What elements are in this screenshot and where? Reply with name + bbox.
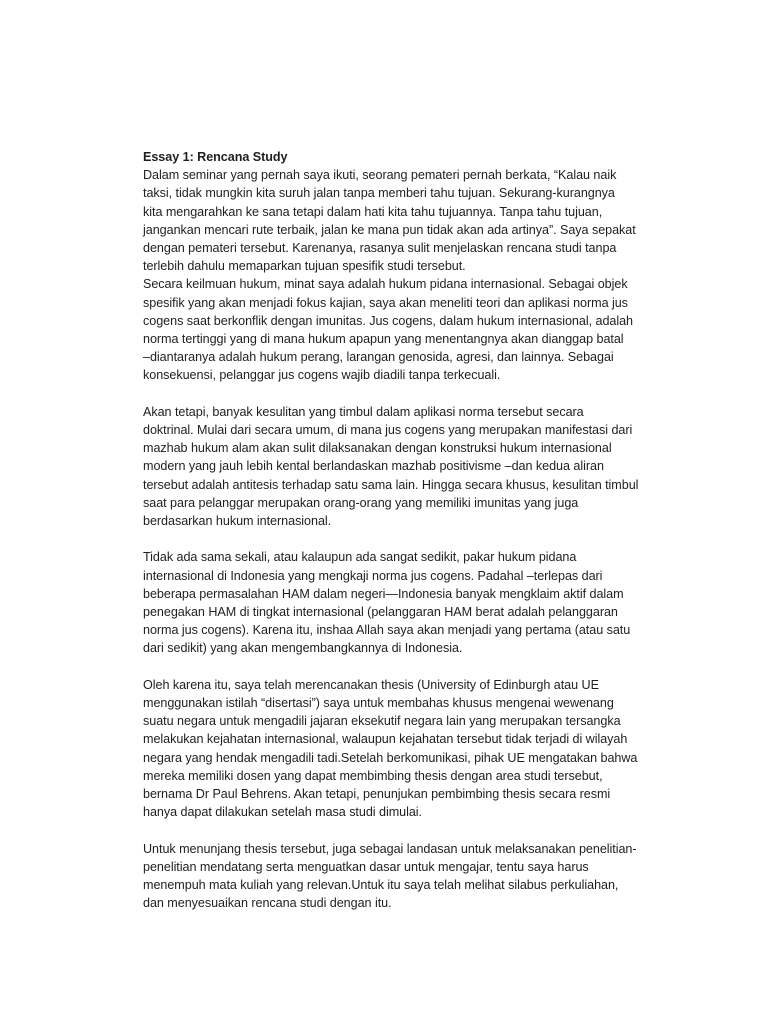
text-line: modern yang jauh lebih kental berlandaskan mazhab positivisme –dan kedua aliran bbox=[143, 459, 604, 474]
text-line: Akan tetapi, banyak kesulitan yang timbul dalam aplikasi norma tersebut secara bbox=[143, 404, 584, 419]
text-line: saat para pelanggar merupakan orang-orang yang memiliki imunitas yang juga bbox=[143, 495, 579, 510]
paragraph-spacer bbox=[143, 530, 663, 548]
text-line: internasional di Indonesia yang mengkaji norma jus cogens. Padahal –terlepas dari bbox=[143, 568, 603, 583]
paragraph-6 bbox=[143, 840, 663, 913]
text-line: cogens saat berkonflik dengan imunitas. Jus cogens, dalam hukum internasional, adalah bbox=[143, 313, 634, 328]
paragraph-spacer bbox=[143, 385, 663, 403]
text-line: konsekuensi, pelanggar jus cogens wajib diadili tanpa terkecuali. bbox=[143, 368, 501, 383]
text-line: menggunakan istilah “disertasi”) saya untuk membahas khusus mengenai wewenang bbox=[143, 696, 614, 711]
essay-title: Essay 1: Rencana Study bbox=[143, 150, 288, 164]
text-line: dan menyesuaikan rencana studi dengan itu. bbox=[143, 896, 392, 911]
paragraph-5 bbox=[143, 676, 663, 822]
text-line: hanya dapat dilakukan setelah masa studi dimulai. bbox=[143, 805, 422, 820]
text-line: melakukan kejahatan internasional, walaupun kejahatan tersebut tidak terjadi di wilayah bbox=[143, 732, 628, 747]
text-line: norma jus cogens). Karena itu, inshaa Allah saya akan menjadi yang pertama (atau satu bbox=[143, 623, 631, 638]
text-line: doktrinal. Mulai dari secara umum, di mana jus cogens yang merupakan manifestasi dari bbox=[143, 423, 633, 438]
paragraph-2 bbox=[143, 275, 663, 384]
paragraph-4 bbox=[143, 548, 663, 657]
paragraph-1 bbox=[143, 166, 663, 275]
text-line: Tidak ada sama sekali, atau kalaupun ada sangat sedikit, pakar hukum pidana bbox=[143, 550, 577, 565]
paragraph-spacer bbox=[143, 658, 663, 676]
text-line: penegakan HAM di tingkat internasional (pelanggaran HAM berat adalah pelanggaran bbox=[143, 605, 618, 620]
text-line: beberapa permasalahan HAM dalam negeri—Indonesia banyak mengklaim aktif dalam bbox=[143, 586, 624, 601]
text-line: menempuh mata kuliah yang relevan.Untuk itu saya telah melihat silabus perkuliahan, bbox=[143, 878, 619, 893]
text-line: mazhab hukum alam akan sulit dilaksanakan dengan konstruksi hukum internasional bbox=[143, 441, 612, 456]
text-line: norma tertinggi yang di mana hukum apapun yang menentangnya akan dianggap batal bbox=[143, 332, 624, 347]
text-line: berdasarkan hukum internasional. bbox=[143, 514, 332, 529]
text-line: spesifik yang akan menjadi fokus kajian, saya akan meneliti teori dan aplikasi norma jus bbox=[143, 295, 628, 310]
text-line: negara yang hendak mengadili tadi.Setelah berkomunikasi, pihak UE mengatakan bahwa bbox=[143, 750, 638, 765]
document-page bbox=[143, 148, 663, 912]
text-line: penelitian mendatang serta menguatkan dasar untuk mengajar, tentu saya harus bbox=[143, 859, 589, 874]
paragraph-3 bbox=[143, 403, 663, 530]
text-line: Secara keilmuan hukum, minat saya adalah hukum pidana internasional. Sebagai objek bbox=[143, 277, 628, 292]
text-line: jangankan mencari rute terbaik, jalan ke mana pun tidak akan ada artinya”. Saya sepakat bbox=[143, 222, 636, 237]
text-line: Untuk menunjang thesis tersebut, juga sebagai landasan untuk melaksanakan penelitian- bbox=[143, 841, 637, 856]
text-line: –diantaranya adalah hukum perang, larangan genosida, agresi, dan lainnya. Sebagai bbox=[143, 350, 614, 365]
text-line: bernama Dr Paul Behrens. Akan tetapi, penunjukan pembimbing thesis secara resmi bbox=[143, 787, 611, 802]
text-line: dengan pemateri tersebut. Karenanya, rasanya sulit menjelaskan rencana studi tanpa bbox=[143, 241, 617, 256]
text-line: Oleh karena itu, saya telah merencanakan thesis (University of Edinburgh atau UE bbox=[143, 677, 599, 692]
text-line: Dalam seminar yang pernah saya ikuti, seorang pemateri pernah berkata, “Kalau naik bbox=[143, 168, 617, 183]
text-line: terlebih dahulu memaparkan tujuan spesifik studi tersebut. bbox=[143, 259, 466, 274]
text-line: taksi, tidak mungkin kita suruh jalan tanpa memberi tahu tujuan. Sekurang-kurangnya bbox=[143, 186, 615, 201]
text-line: mereka memiliki dosen yang dapat membimbing thesis dengan area studi tersebut, bbox=[143, 768, 603, 783]
text-line: suatu negara untuk mengadili jajaran eksekutif negara lain yang merupakan tersangka bbox=[143, 714, 621, 729]
text-line: kita mengarahkan ke sana tetapi dalam hati kita tahu tujuannya. Tanpa tahu tujuan, bbox=[143, 204, 603, 219]
paragraph-spacer bbox=[143, 821, 663, 839]
text-line: dari sedikit) yang akan mengembangkannya di Indonesia. bbox=[143, 641, 463, 656]
text-line: tersebut adalah antitesis terhadap satu sama lain. Hingga secara khusus, kesulitan timbul bbox=[143, 477, 639, 492]
